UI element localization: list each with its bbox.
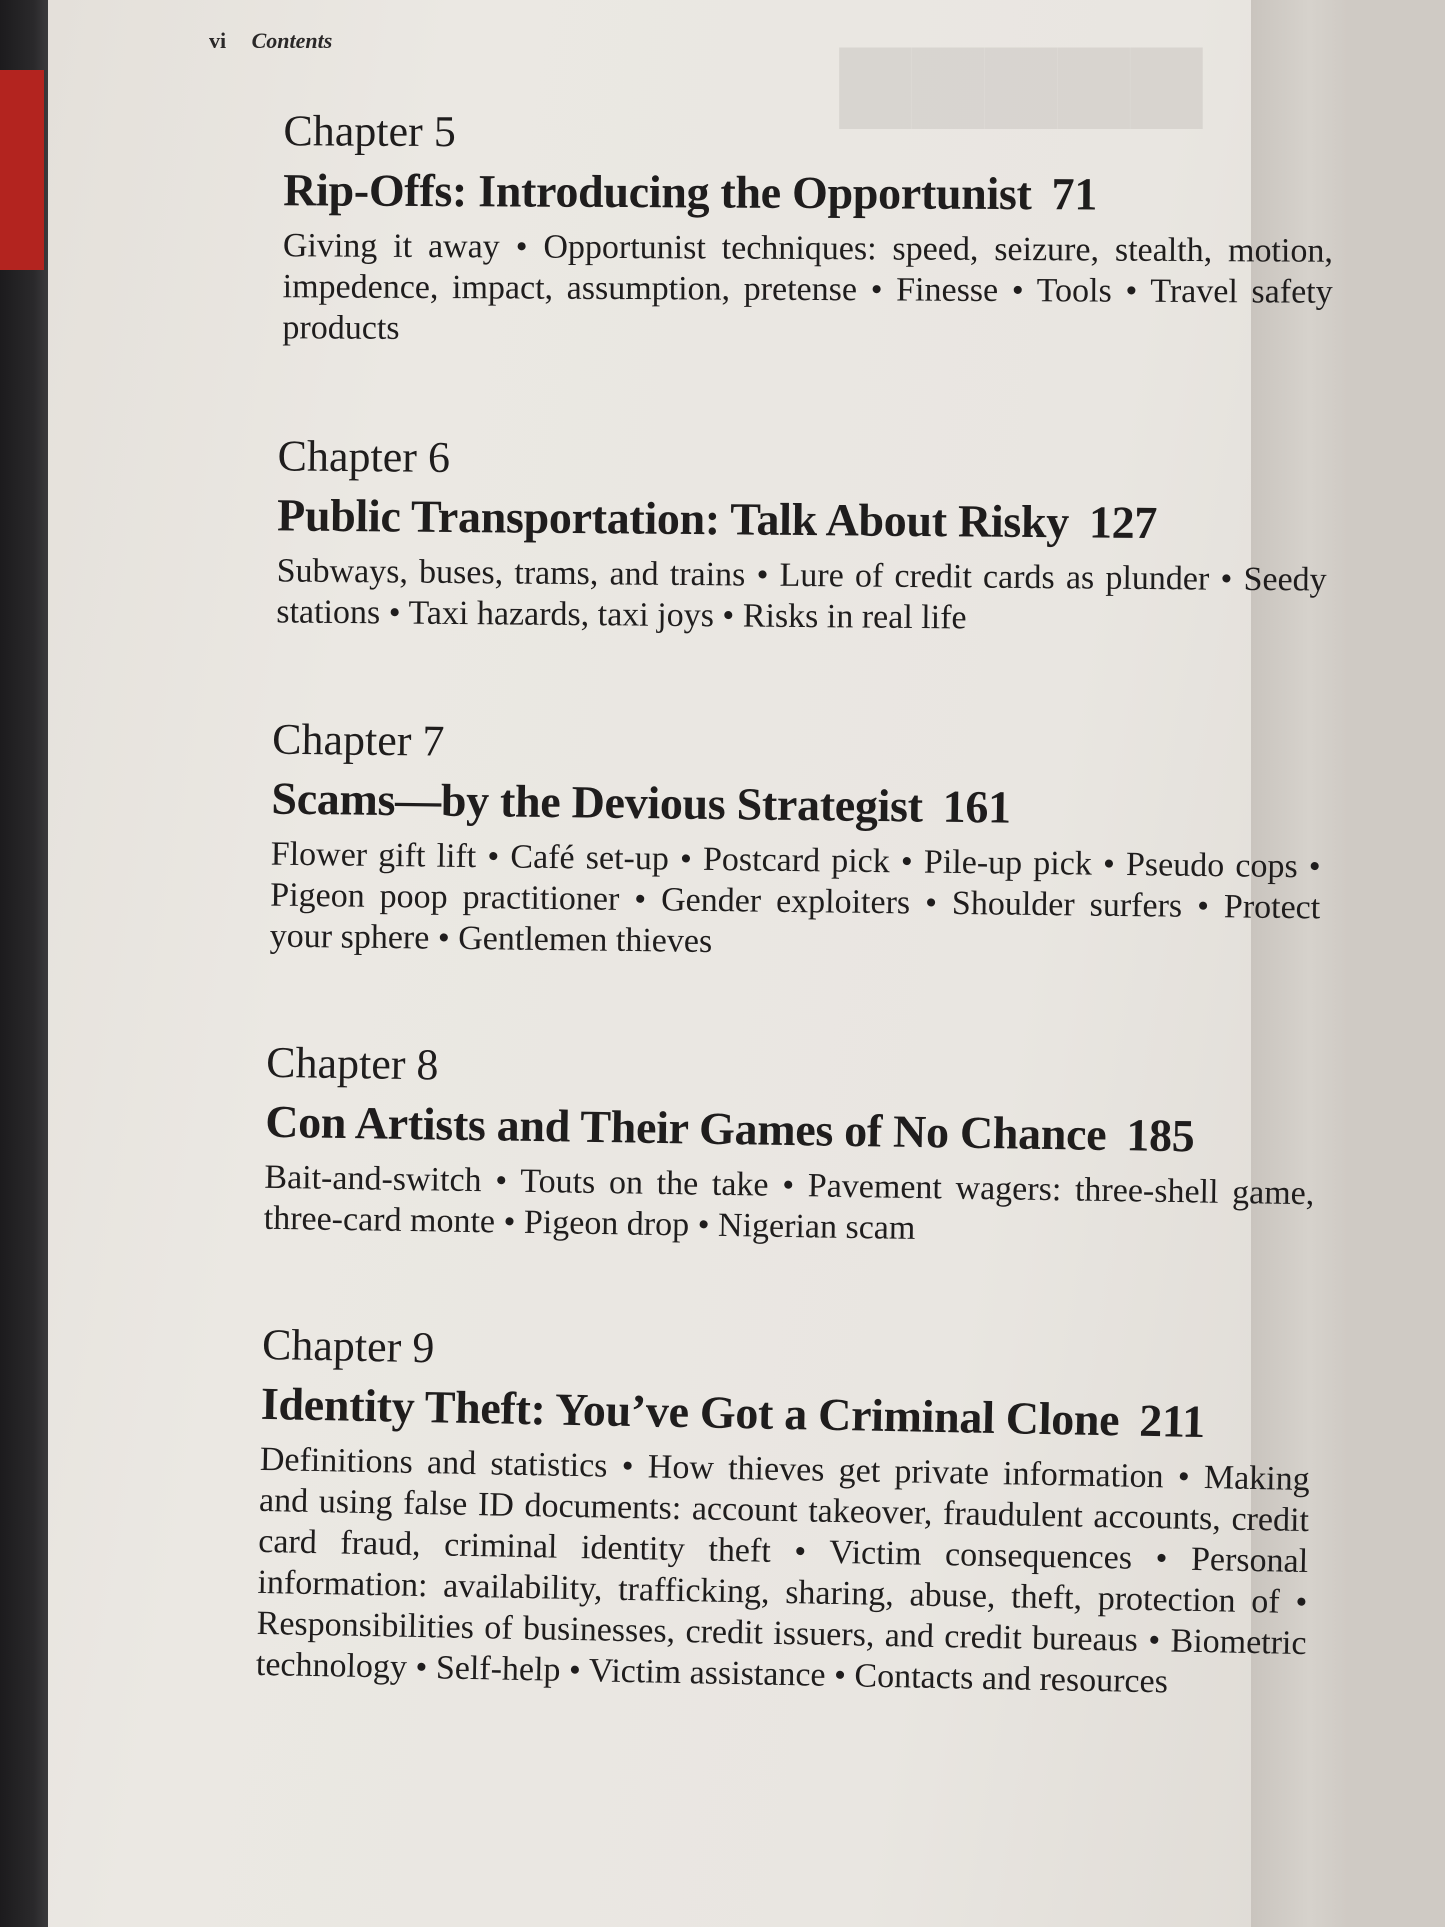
chapter-page-number: 211 [1138, 1394, 1206, 1448]
chapter-topics: Flower gift lift • Café set-up • Postcard pick • Pile-up pick • Pseudo cops • Pigeon poop practitioner • Gender exploiters • Shoulder surfers • Protect your sphere • Gentlemen thieves [269, 835, 1321, 960]
running-head [209, 28, 332, 54]
adjacent-cover-red-block [0, 70, 44, 270]
chapter-topics: Bait-and-switch • Touts on the take • Pavement wagers: three-shell game, three-card monte • Pigeon drop • Nigerian scam [263, 1158, 1315, 1247]
adjacent-book-edge [0, 0, 48, 1927]
chapter-entry-5 [282, 103, 1333, 353]
chapter-page-number: 71 [1051, 168, 1098, 220]
chapter-label: Chapter 7 [271, 714, 445, 766]
chapter-entry-8 [263, 1035, 1316, 1255]
chapter-entry-9 [256, 1317, 1313, 1705]
chapter-entry-6 [276, 428, 1328, 641]
page-folio: vi [209, 28, 227, 53]
chapter-title-text: Public Transportation: Talk About Risky [276, 489, 1070, 548]
chapter-page-number: 161 [942, 780, 1012, 833]
chapter-title [271, 768, 1322, 843]
chapter-label: Chapter 6 [277, 431, 451, 482]
chapter-label: Chapter 5 [283, 106, 456, 157]
chapter-title-text: Identity Theft: You’ve Got a Criminal Clone [260, 1377, 1120, 1446]
chapter-page-number: 185 [1125, 1109, 1195, 1162]
chapter-label: Chapter 8 [265, 1037, 439, 1090]
chapter-title-text: Rip-Offs: Introducing the Opportunist [283, 164, 1032, 220]
chapter-topics: Giving it away • Opportunist techniques: speed, seizure, stealth, motion, impedence, impact, assumption, pretense • Finesse • Tools • Travel safety products [282, 227, 1333, 347]
chapter-entry-7 [270, 712, 1323, 970]
chapter-title-text: Con Artists and Their Games of No Chance [264, 1095, 1107, 1160]
chapter-page-number: 127 [1088, 496, 1158, 549]
chapter-topics: Subways, buses, trams, and trains • Lure of credit cards as plunder • Seedy stations • Taxi hazards, taxi joys • Risks in real life [276, 552, 1327, 637]
chapter-topics: Definitions and statistics • How thieves get private information • Making and using false ID documents: account takeover, fraudulent accounts, credit card fraud, criminal identity theft • Victim consequences • Personal information: availability, trafficking, sharing, abuse, theft, protection of • Responsibilities of businesses, credit issuers, and credit bureaus • Biometric technology • Self-help • Victim assistance • Contacts and resources [255, 1440, 1311, 1701]
chapter-title [277, 484, 1328, 555]
chapter-title-text: Scams—by the Devious Strategist [271, 772, 924, 832]
running-head-title: Contents [251, 28, 333, 53]
show-through-ghost-text: ▆▆▆▆▆ [838, 24, 1202, 126]
chapter-title [283, 159, 1333, 226]
chapter-label: Chapter 9 [261, 1319, 435, 1373]
